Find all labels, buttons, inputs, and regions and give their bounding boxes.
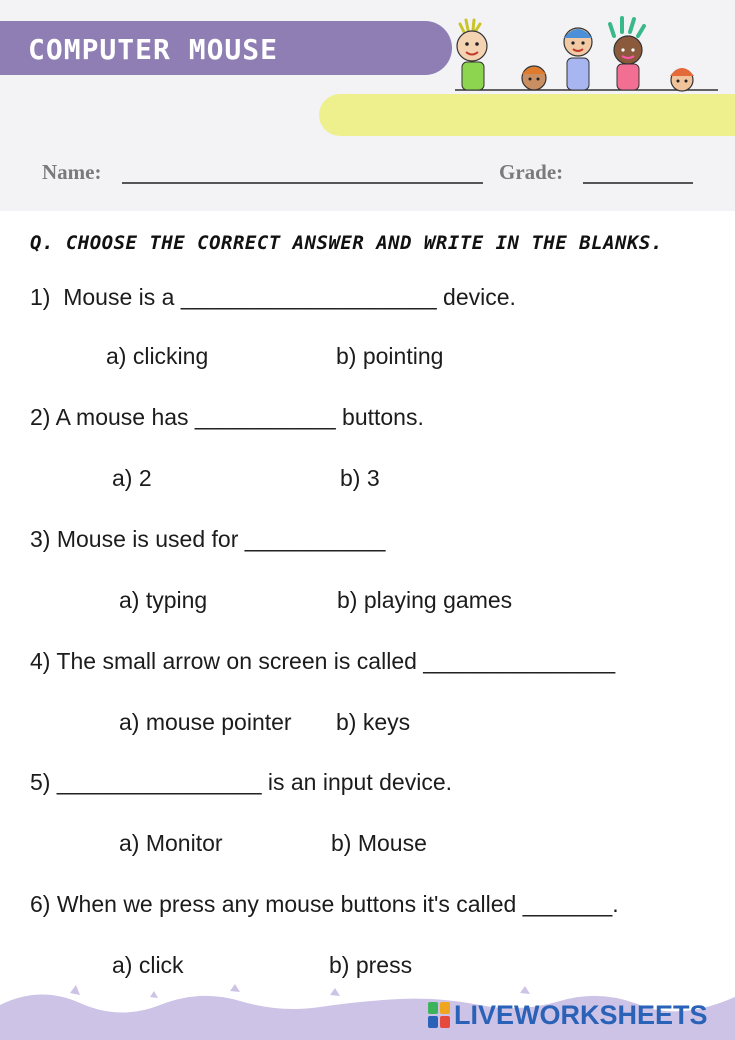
question-2-option-a[interactable]: a) 2 (112, 465, 152, 491)
question-5-option-a[interactable]: a) Monitor (119, 830, 223, 856)
question-5: 5) ________________ is an input device. (30, 769, 453, 795)
name-grade-row (42, 160, 702, 190)
liveworksheets-logo-icon (428, 1002, 450, 1028)
question-1-option-b[interactable]: b) pointing (336, 343, 444, 369)
liveworksheets-logo-text: LIVEWORKSHEETS (454, 999, 708, 1030)
question-6-option-a[interactable]: a) click (112, 952, 184, 978)
question-4-option-b[interactable]: b) keys (336, 709, 411, 735)
question-3: 3) Mouse is used for ___________ (30, 526, 386, 552)
kids-illustration-icon (450, 16, 720, 96)
question-2-option-b[interactable]: b) 3 (340, 465, 380, 491)
question-2: 2) A mouse has ___________ buttons. (30, 404, 424, 430)
question-4: 4) The small arrow on screen is called _______________ (30, 648, 616, 674)
instruction-heading: Q. CHOOSE THE CORRECT ANSWER AND WRITE IN THE BLANKS. (30, 232, 663, 254)
yellow-decoration-bar (319, 94, 735, 136)
question-1-option-a[interactable]: a) clicking (106, 343, 209, 369)
question-6: 6) When we press any mouse buttons it's called _______. (30, 891, 619, 917)
liveworksheets-logo[interactable] (428, 1000, 708, 1030)
question-3-option-a[interactable]: a) typing (119, 587, 208, 613)
question-6-option-b[interactable]: b) press (329, 952, 413, 978)
grade-label: Grade: (499, 160, 564, 184)
question-4-option-a[interactable]: a) mouse pointer (119, 709, 292, 735)
page-title: COMPUTER MOUSE (28, 33, 279, 66)
grade-blank[interactable] (583, 182, 693, 184)
question-3-option-b[interactable]: b) playing games (337, 587, 513, 613)
name-label: Name: (42, 160, 102, 184)
question-1: 1) Mouse is a ____________________ device. (30, 284, 516, 310)
question-5-option-b[interactable]: b) Mouse (331, 830, 427, 856)
name-blank[interactable] (122, 182, 483, 184)
